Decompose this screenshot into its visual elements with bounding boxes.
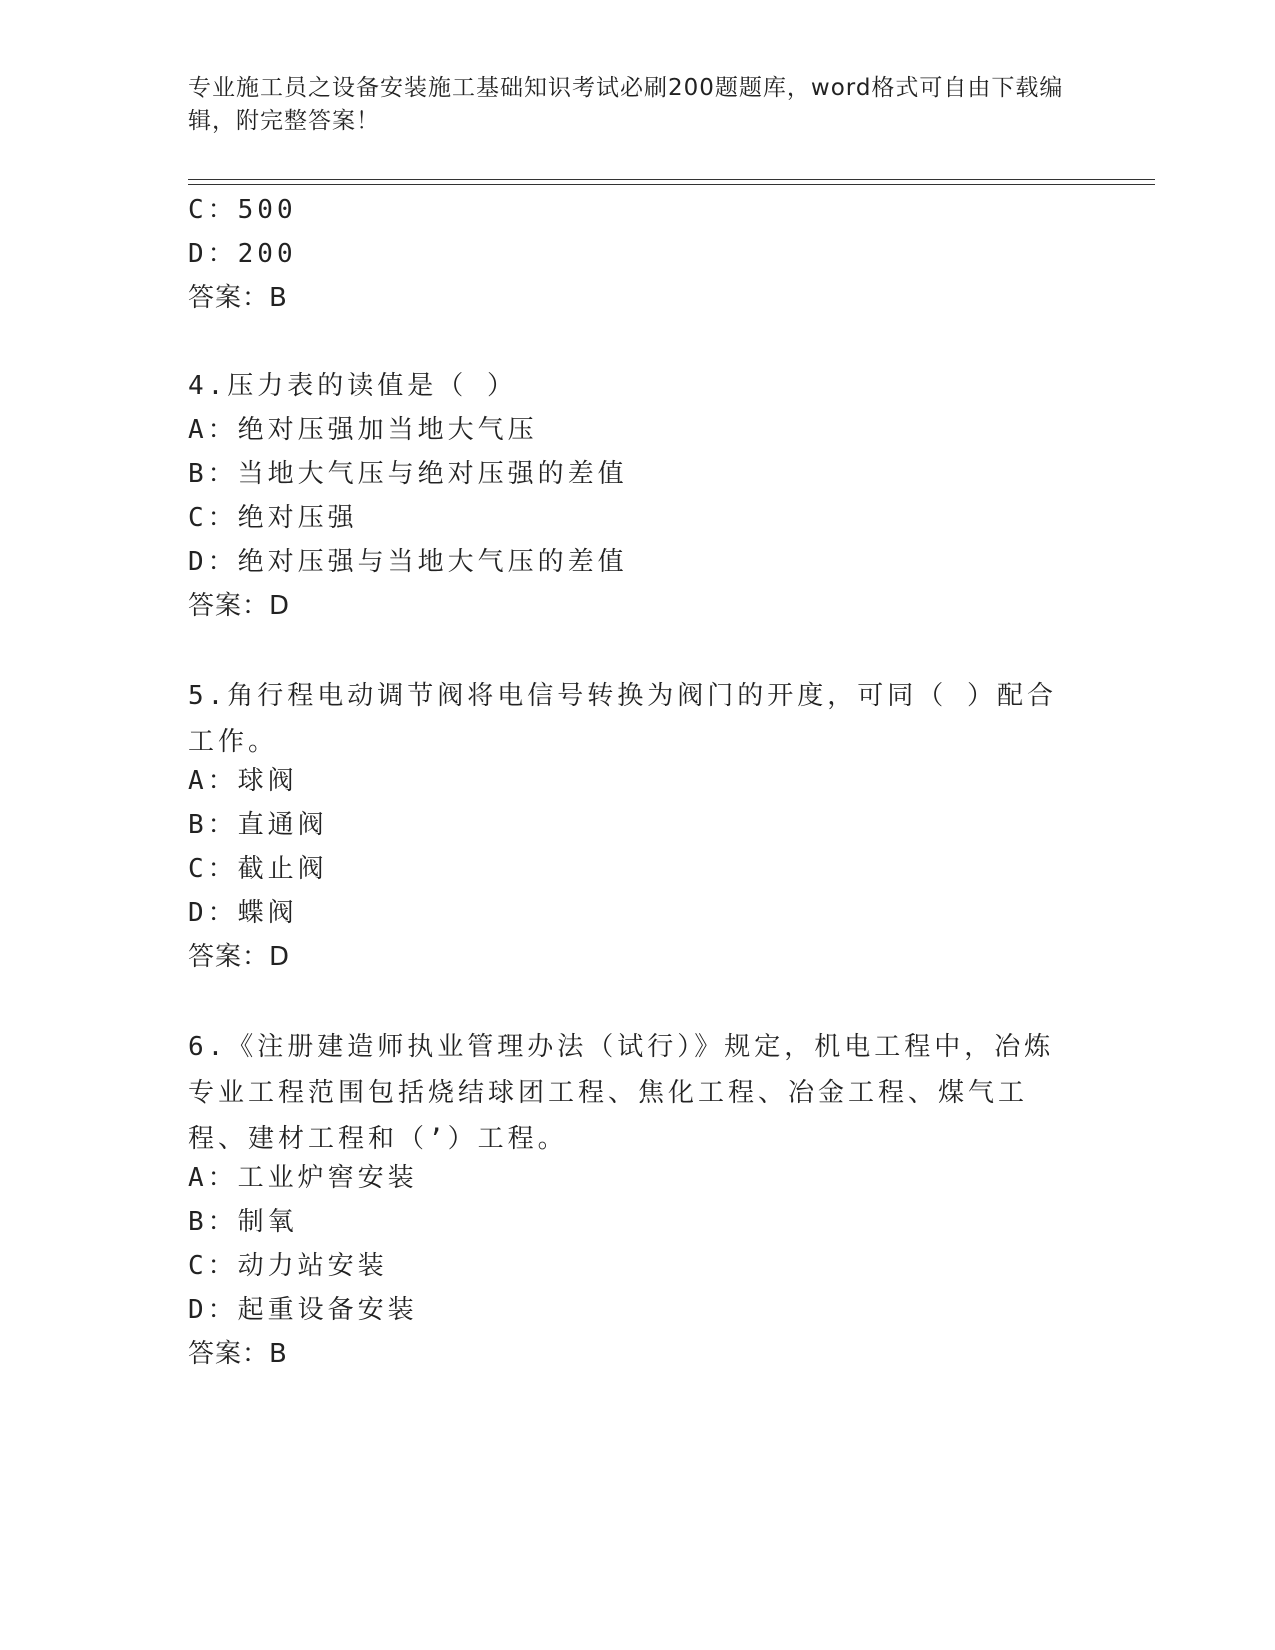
- q4-option-d: D：绝对压强与当地大气压的差值: [188, 547, 628, 577]
- q4-option-a: A：绝对压强加当地大气压: [188, 415, 538, 445]
- q6-option-c: C：动力站安装: [188, 1251, 388, 1281]
- prev-answer: 答案：B: [188, 283, 288, 313]
- q6-answer: 答案：B: [188, 1339, 288, 1369]
- q6-stem: 6.《注册建造师执业管理办法（试行）》规定，机电工程中，冶炼专业工程范围包括烧结球团工程、焦化工程、冶金工程、煤气工程、建材工程和（’）工程。: [188, 1032, 1055, 1154]
- q5-option-c: C：截止阀: [188, 854, 328, 884]
- prev-option-d: D：200: [188, 239, 297, 269]
- q6-option-d: D：起重设备安装: [188, 1295, 418, 1325]
- header-divider-top: [188, 179, 1155, 180]
- prev-option-c: C：500: [188, 195, 297, 225]
- q5-stem: 5.角行程电动调节阀将电信号转换为阀门的开度，可同（ ）配合工作。: [188, 681, 1057, 757]
- q5-answer: 答案：D: [188, 942, 291, 972]
- q5-option-a: A：球阀: [188, 766, 298, 796]
- q4-option-b: B：当地大气压与绝对压强的差值: [188, 459, 628, 489]
- q4-stem: 4.压力表的读值是（ ）: [188, 371, 517, 401]
- q6-option-b: B：制氧: [188, 1207, 298, 1237]
- q4-option-c: C：绝对压强: [188, 503, 358, 533]
- q6-option-a: A：工业炉窖安装: [188, 1163, 418, 1193]
- q4-answer: 答案：D: [188, 591, 291, 621]
- document-header: 专业施工员之设备安装施工基础知识考试必刷200题题库，word格式可自由下载编辑，附完整答案！: [188, 75, 1064, 134]
- header-divider-bottom: [188, 184, 1155, 185]
- q5-option-b: B：直通阀: [188, 810, 328, 840]
- q5-option-d: D：蝶阀: [188, 898, 298, 928]
